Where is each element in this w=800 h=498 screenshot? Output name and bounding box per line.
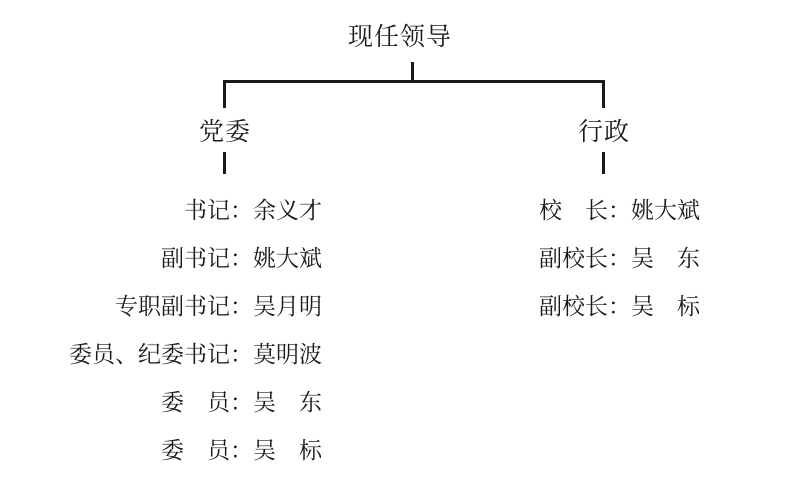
connector-right-branch-stem [602,152,605,174]
member-name: 吴 标 [253,437,322,463]
member-role: 副校长 [539,293,608,319]
branch-title-party: 党委 [198,118,251,146]
member-role: 委 员 [161,437,230,463]
member-separator: ： [608,197,631,223]
member-row [0,330,322,378]
member-separator: ： [230,245,253,271]
member-list-admin [430,186,700,330]
member-list-party [0,186,322,474]
member-name: 吴 东 [631,245,700,271]
member-role: 校 长 [539,197,608,223]
member-separator: ： [608,245,631,271]
member-separator: ： [230,437,253,463]
member-row [430,186,700,234]
branch-title-admin: 行政 [577,118,630,146]
member-row [0,234,322,282]
member-role: 专职副书记 [115,293,230,319]
member-separator: ： [230,293,253,319]
connector-left-vertical [223,80,226,108]
member-role: 副书记 [161,245,230,271]
member-role: 委 员 [161,389,230,415]
connector-left-branch-stem [223,152,226,174]
member-separator: ： [608,293,631,319]
member-separator: ： [230,389,253,415]
member-row [430,234,700,282]
member-role: 书记 [184,197,230,223]
member-row [430,282,700,330]
connector-right-vertical [602,80,605,108]
member-name: 姚大斌 [253,245,322,271]
member-name: 吴 标 [631,293,700,319]
member-row [0,426,322,474]
member-separator: ： [230,341,253,367]
connector-horizontal [223,80,605,83]
connector-root-vertical [411,62,414,82]
member-name: 莫明波 [253,341,322,367]
member-name: 余义才 [253,197,322,223]
member-name: 吴月明 [253,293,322,319]
member-row [0,378,322,426]
member-name: 吴 东 [253,389,322,415]
root-node: 现任领导 [347,23,452,51]
member-row [0,282,322,330]
member-name: 姚大斌 [631,197,700,223]
member-separator: ： [230,197,253,223]
member-row [0,186,322,234]
member-role: 委员、纪委书记 [69,341,230,367]
member-role: 副校长 [539,245,608,271]
